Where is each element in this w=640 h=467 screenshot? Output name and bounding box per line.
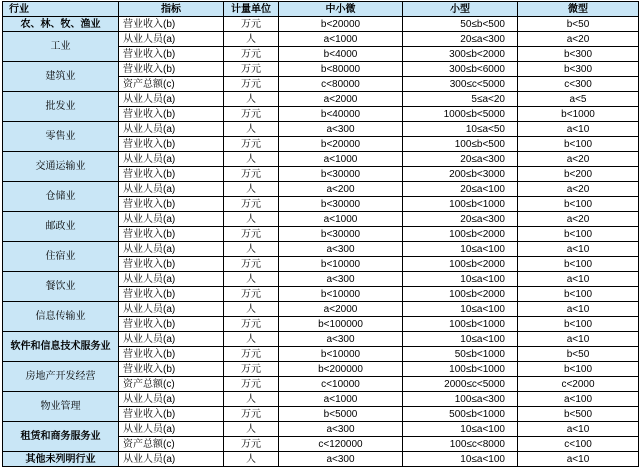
small-threshold-cell: 20≤a<100 (403, 182, 518, 197)
small-threshold-cell: 100≤c<8000 (403, 437, 518, 452)
small-threshold-cell: 300≤b<6000 (403, 62, 518, 77)
unit-cell: 万元 (224, 362, 279, 377)
unit-cell: 万元 (224, 167, 279, 182)
metric-cell: 营业收入(b) (119, 137, 224, 152)
column-header-smb: 中小微 (279, 2, 403, 17)
industry-name-cell: 交通运输业 (3, 152, 119, 182)
metric-cell: 营业收入(b) (119, 17, 224, 32)
metric-cell: 从业人员(a) (119, 392, 224, 407)
column-header-micro: 微型 (518, 2, 639, 17)
small-threshold-cell: 100≤b<2000 (403, 257, 518, 272)
small-threshold-cell: 10≤a<50 (403, 122, 518, 137)
metric-cell: 从业人员(a) (119, 122, 224, 137)
table-row (3, 32, 639, 47)
metric-cell: 营业收入(b) (119, 347, 224, 362)
micro-threshold-cell: a<10 (518, 122, 639, 137)
table-row (3, 152, 639, 167)
metric-cell: 营业收入(b) (119, 62, 224, 77)
micro-threshold-cell: a<10 (518, 302, 639, 317)
metric-cell: 资产总额(c) (119, 437, 224, 452)
unit-cell: 万元 (224, 347, 279, 362)
column-header-metric: 指标 (119, 2, 224, 17)
micro-threshold-cell: b<500 (518, 407, 639, 422)
metric-cell: 从业人员(a) (119, 272, 224, 287)
small-threshold-cell: 300≤b<2000 (403, 47, 518, 62)
micro-threshold-cell: c<300 (518, 77, 639, 92)
small-threshold-cell: 100≤b<2000 (403, 287, 518, 302)
small-threshold-cell: 100≤b<2000 (403, 227, 518, 242)
table-row (3, 362, 639, 377)
small-threshold-cell: 100≤b<1000 (403, 197, 518, 212)
small-threshold-cell: 5≤a<20 (403, 92, 518, 107)
small-threshold-cell: 100≤a<300 (403, 392, 518, 407)
table-row (3, 62, 639, 77)
small-threshold-cell: 50≤b<500 (403, 17, 518, 32)
table-row (3, 302, 639, 317)
smb-threshold-cell: b<30000 (279, 167, 403, 182)
metric-cell: 营业收入(b) (119, 197, 224, 212)
industry-name-cell: 农、林、牧、渔业 (3, 17, 119, 32)
micro-threshold-cell: b<100 (518, 287, 639, 302)
micro-threshold-cell: a<20 (518, 182, 639, 197)
industry-name-cell: 住宿业 (3, 242, 119, 272)
column-header-small: 小型 (403, 2, 518, 17)
small-threshold-cell: 100≤b<500 (403, 137, 518, 152)
micro-threshold-cell: a<100 (518, 392, 639, 407)
smb-threshold-cell: a<300 (279, 332, 403, 347)
small-threshold-cell: 20≤a<300 (403, 152, 518, 167)
industry-name-cell: 仓储业 (3, 182, 119, 212)
smb-threshold-cell: a<300 (279, 272, 403, 287)
metric-cell: 从业人员(a) (119, 152, 224, 167)
unit-cell: 人 (224, 212, 279, 227)
metric-cell: 从业人员(a) (119, 92, 224, 107)
metric-cell: 资产总额(c) (119, 77, 224, 92)
small-threshold-cell: 10≤a<100 (403, 242, 518, 257)
small-threshold-cell: 1000≤b<5000 (403, 107, 518, 122)
column-header-unit: 计量单位 (224, 2, 279, 17)
metric-cell: 从业人员(a) (119, 182, 224, 197)
small-threshold-cell: 100≤b<1000 (403, 317, 518, 332)
smb-threshold-cell: b<10000 (279, 347, 403, 362)
industry-name-cell: 信息传输业 (3, 302, 119, 332)
unit-cell: 万元 (224, 437, 279, 452)
metric-cell: 从业人员(a) (119, 452, 224, 467)
metric-cell: 营业收入(b) (119, 287, 224, 302)
smb-threshold-cell: a<1000 (279, 32, 403, 47)
unit-cell: 万元 (224, 197, 279, 212)
table-row (3, 92, 639, 107)
table-row (3, 422, 639, 437)
industry-name-cell: 工业 (3, 32, 119, 62)
metric-cell: 从业人员(a) (119, 422, 224, 437)
metric-cell: 从业人员(a) (119, 332, 224, 347)
smb-threshold-cell: b<5000 (279, 407, 403, 422)
small-threshold-cell: 2000≤c<5000 (403, 377, 518, 392)
unit-cell: 万元 (224, 317, 279, 332)
smb-threshold-cell: b<20000 (279, 137, 403, 152)
micro-threshold-cell: b<200 (518, 167, 639, 182)
metric-cell: 从业人员(a) (119, 242, 224, 257)
table-header-row (3, 2, 639, 17)
industry-name-cell: 租赁和商务服务业 (3, 422, 119, 452)
micro-threshold-cell: a<10 (518, 272, 639, 287)
smb-threshold-cell: a<1000 (279, 212, 403, 227)
industry-name-cell: 房地产开发经营 (3, 362, 119, 392)
metric-cell: 从业人员(a) (119, 32, 224, 47)
small-threshold-cell: 100≤b<1000 (403, 362, 518, 377)
smb-threshold-cell: c<10000 (279, 377, 403, 392)
table-row (3, 452, 639, 467)
small-threshold-cell: 10≤a<100 (403, 452, 518, 467)
unit-cell: 万元 (224, 137, 279, 152)
smb-threshold-cell: b<200000 (279, 362, 403, 377)
smb-threshold-cell: b<4000 (279, 47, 403, 62)
industry-name-cell: 餐饮业 (3, 272, 119, 302)
table-row (3, 332, 639, 347)
smb-threshold-cell: a<1000 (279, 392, 403, 407)
unit-cell: 人 (224, 152, 279, 167)
micro-threshold-cell: a<20 (518, 32, 639, 47)
unit-cell: 人 (224, 392, 279, 407)
unit-cell: 人 (224, 242, 279, 257)
metric-cell: 营业收入(b) (119, 407, 224, 422)
smb-threshold-cell: a<300 (279, 242, 403, 257)
small-threshold-cell: 200≤b<3000 (403, 167, 518, 182)
metric-cell: 营业收入(b) (119, 362, 224, 377)
industry-name-cell: 物业管理 (3, 392, 119, 422)
micro-threshold-cell: b<1000 (518, 107, 639, 122)
smb-threshold-cell: b<10000 (279, 287, 403, 302)
industry-name-cell: 其他未列明行业 (3, 452, 119, 467)
smb-threshold-cell: a<300 (279, 122, 403, 137)
industry-name-cell: 邮政业 (3, 212, 119, 242)
micro-threshold-cell: b<50 (518, 17, 639, 32)
metric-cell: 从业人员(a) (119, 212, 224, 227)
metric-cell: 资产总额(c) (119, 377, 224, 392)
industry-name-cell: 批发业 (3, 92, 119, 122)
micro-threshold-cell: b<100 (518, 257, 639, 272)
unit-cell: 万元 (224, 377, 279, 392)
smb-threshold-cell: b<100000 (279, 317, 403, 332)
table-row (3, 17, 639, 32)
metric-cell: 营业收入(b) (119, 167, 224, 182)
smb-threshold-cell: b<20000 (279, 17, 403, 32)
micro-threshold-cell: a<10 (518, 332, 639, 347)
unit-cell: 万元 (224, 47, 279, 62)
unit-cell: 万元 (224, 107, 279, 122)
unit-cell: 人 (224, 452, 279, 467)
industry-name-cell: 零售业 (3, 122, 119, 152)
micro-threshold-cell: a<20 (518, 152, 639, 167)
micro-threshold-cell: b<50 (518, 347, 639, 362)
metric-cell: 营业收入(b) (119, 47, 224, 62)
smb-threshold-cell: b<80000 (279, 62, 403, 77)
unit-cell: 万元 (224, 77, 279, 92)
smb-threshold-cell: b<10000 (279, 257, 403, 272)
micro-threshold-cell: b<100 (518, 227, 639, 242)
table-body (3, 17, 639, 467)
unit-cell: 万元 (224, 407, 279, 422)
micro-threshold-cell: a<10 (518, 452, 639, 467)
unit-cell: 万元 (224, 227, 279, 242)
small-threshold-cell: 10≤a<100 (403, 422, 518, 437)
industry-name-cell: 软件和信息技术服务业 (3, 332, 119, 362)
table-row (3, 392, 639, 407)
micro-threshold-cell: b<100 (518, 137, 639, 152)
unit-cell: 人 (224, 32, 279, 47)
metric-cell: 营业收入(b) (119, 107, 224, 122)
enterprise-size-table (2, 1, 639, 467)
micro-threshold-cell: c<2000 (518, 377, 639, 392)
smb-threshold-cell: a<1000 (279, 152, 403, 167)
micro-threshold-cell: b<100 (518, 317, 639, 332)
metric-cell: 营业收入(b) (119, 257, 224, 272)
smb-threshold-cell: a<200 (279, 182, 403, 197)
metric-cell: 营业收入(b) (119, 317, 224, 332)
smb-threshold-cell: c<120000 (279, 437, 403, 452)
micro-threshold-cell: b<300 (518, 62, 639, 77)
table-row (3, 242, 639, 257)
small-threshold-cell: 20≤a<300 (403, 212, 518, 227)
unit-cell: 人 (224, 182, 279, 197)
micro-threshold-cell: a<20 (518, 212, 639, 227)
unit-cell: 人 (224, 332, 279, 347)
smb-threshold-cell: b<30000 (279, 197, 403, 212)
unit-cell: 万元 (224, 287, 279, 302)
unit-cell: 人 (224, 122, 279, 137)
table-row (3, 272, 639, 287)
small-threshold-cell: 10≤a<100 (403, 302, 518, 317)
smb-threshold-cell: a<2000 (279, 92, 403, 107)
unit-cell: 人 (224, 302, 279, 317)
small-threshold-cell: 300≤c<5000 (403, 77, 518, 92)
small-threshold-cell: 20≤a<300 (403, 32, 518, 47)
table-row (3, 212, 639, 227)
smb-threshold-cell: c<80000 (279, 77, 403, 92)
metric-cell: 从业人员(a) (119, 302, 224, 317)
small-threshold-cell: 10≤a<100 (403, 272, 518, 287)
micro-threshold-cell: a<10 (518, 242, 639, 257)
unit-cell: 人 (224, 272, 279, 287)
smb-threshold-cell: a<300 (279, 422, 403, 437)
small-threshold-cell: 10≤a<100 (403, 332, 518, 347)
smb-threshold-cell: b<40000 (279, 107, 403, 122)
industry-name-cell: 建筑业 (3, 62, 119, 92)
column-header-industry: 行业 (3, 2, 119, 17)
unit-cell: 人 (224, 92, 279, 107)
small-threshold-cell: 500≤b<1000 (403, 407, 518, 422)
table-row (3, 182, 639, 197)
micro-threshold-cell: a<5 (518, 92, 639, 107)
table-row (3, 122, 639, 137)
micro-threshold-cell: a<10 (518, 422, 639, 437)
smb-threshold-cell: b<30000 (279, 227, 403, 242)
small-threshold-cell: 50≤b<1000 (403, 347, 518, 362)
unit-cell: 人 (224, 422, 279, 437)
micro-threshold-cell: b<100 (518, 197, 639, 212)
unit-cell: 万元 (224, 17, 279, 32)
micro-threshold-cell: b<100 (518, 362, 639, 377)
unit-cell: 万元 (224, 62, 279, 77)
micro-threshold-cell: c<100 (518, 437, 639, 452)
unit-cell: 万元 (224, 257, 279, 272)
smb-threshold-cell: a<300 (279, 452, 403, 467)
micro-threshold-cell: b<300 (518, 47, 639, 62)
smb-threshold-cell: a<2000 (279, 302, 403, 317)
metric-cell: 营业收入(b) (119, 227, 224, 242)
